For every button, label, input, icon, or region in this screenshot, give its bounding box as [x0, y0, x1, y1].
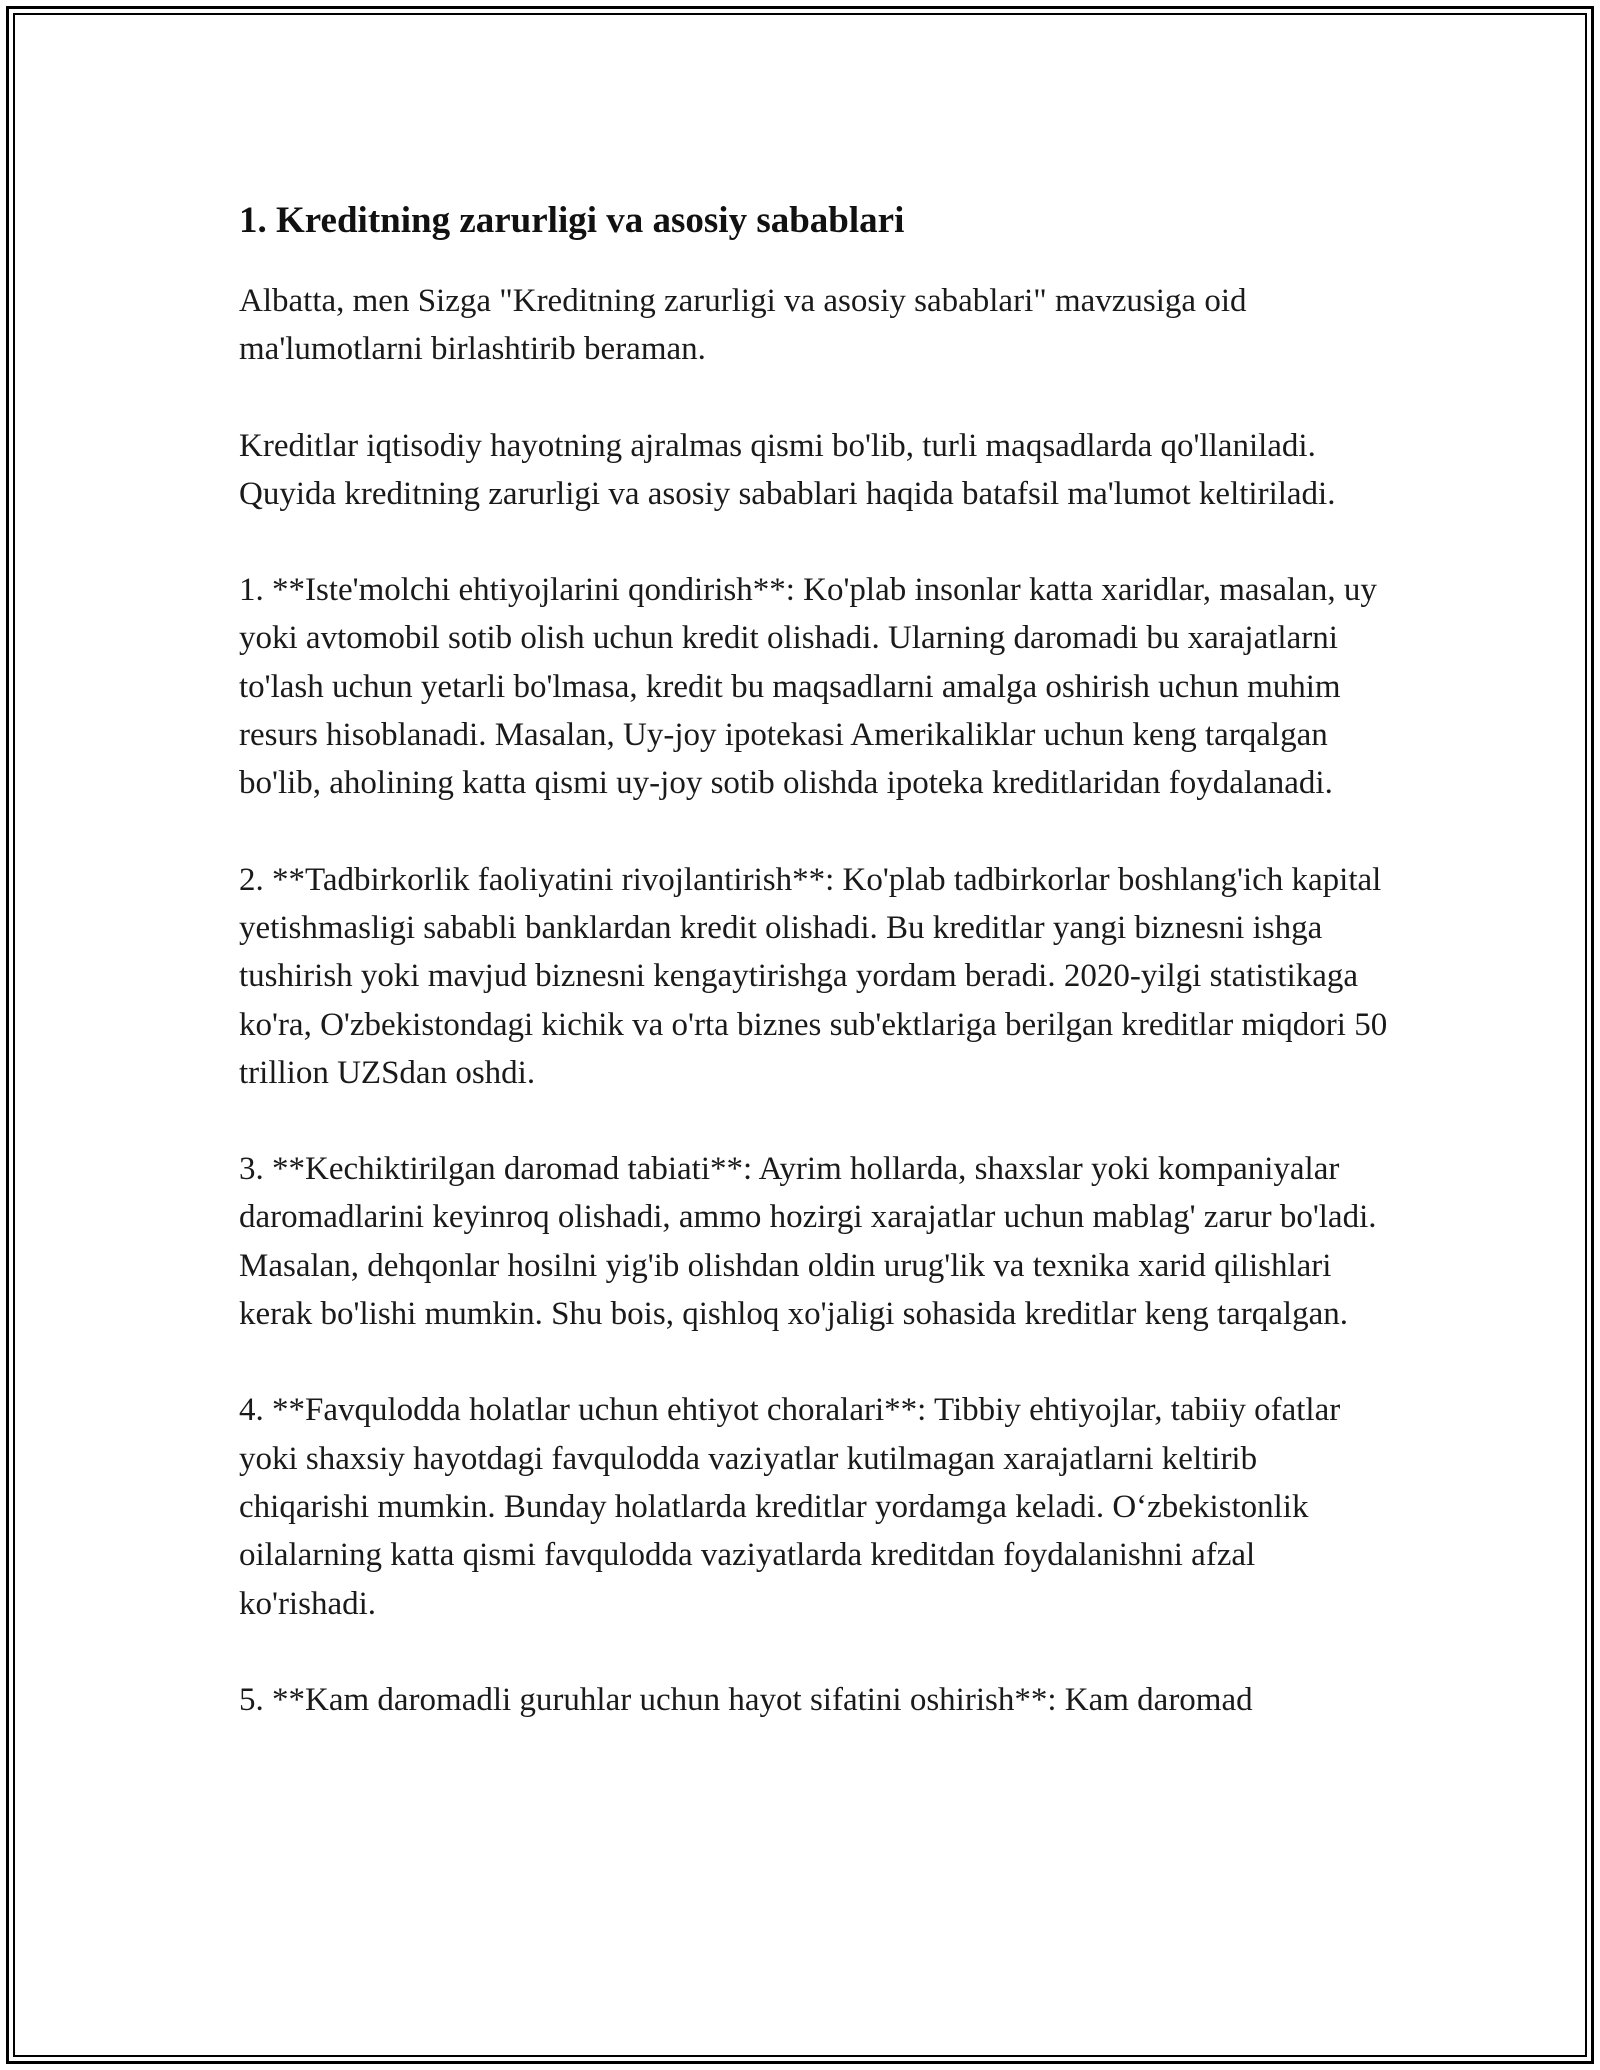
- document-title: 1. Kreditning zarurligi va asosiy sabablari: [239, 200, 905, 241]
- reason-3-paragraph: 3. **Kechiktirilgan daromad tabiati**: Ayrim hollarda, shaxslar yoki kompaniyalar daromadlarini keyinroq olishadi, ammo hozirgi xarajatlar uchun mablag' zarur bo'ladi. Masalan, dehqonlar hosilni yig'ib olishdan oldin urug'lik va texnika xarid qilishlari kerak bo'lishi mumkin. Shu bois, qishloq xo'jaligi sohasida kreditlar keng tarqalgan.: [239, 1151, 1377, 1333]
- reason-4-paragraph: 4. **Favqulodda holatlar uchun ehtiyot choralari**: Tibbiy ehtiyojlar, tabiiy ofatlar yoki shaxsiy hayotdagi favqulodda vaziyatlar kutilmagan xarajatlarni keltirib chiqarishi mumkin. Bunday holatlarda kreditlar yordamga keladi. O‘zbekistonlik oilalarning katta qismi favqulodda vaziyatlarda kreditdan foydalanishni afzal ko'rishadi.: [239, 1392, 1341, 1622]
- page-frame: [6, 6, 1594, 2064]
- reason-2-paragraph: 2. **Tadbirkorlik faoliyatini rivojlantirish**: Ko'plab tadbirkorlar boshlang'ich kapital yetishmasligi sababli banklardan kredit olishadi. Bu kreditlar yangi biznesni ishga tushirish yoki mavjud biznesni kengaytirishga yordam beradi. 2020-yilgi statistikaga ko'ra, O'zbekistondagi kichik va o'rta biznes sub'ektlariga berilgan kreditlar miqdori 50 trillion UZSdan oshdi.: [239, 861, 1388, 1091]
- intro-paragraph: Albatta, men Sizga "Kreditning zarurligi va asosiy sabablari" mavzusiga oid ma'lumotlarni birlashtirib beraman.: [239, 283, 1247, 368]
- document-body: [239, 195, 1389, 1772]
- reason-5-paragraph: 5. **Kam daromadli guruhlar uchun hayot sifatini oshirish**: Kam daromad: [239, 1681, 1253, 1718]
- reason-1-paragraph: 1. **Iste'molchi ehtiyojlarini qondirish**: Ko'plab insonlar katta xaridlar, masalan, uy yoki avtomobil sotib olish uchun kredit olishadi. Ularning daromadi bu xarajatlarni to'lash uchun yetarli bo'lmasa, kredit bu maqsadlarni amalga oshirish uchun muhim resurs hisoblanadi. Masalan, Uy-joy ipotekasi Amerikaliklar uchun keng tarqalgan bo'lib, aholining katta qismi uy-joy sotib olishda ipoteka kreditlaridan foydalanadi.: [239, 572, 1377, 802]
- overview-paragraph: Kreditlar iqtisodiy hayotning ajralmas qismi bo'lib, turli maqsadlarda qo'llaniladi. Quyida kreditning zarurligi va asosiy sabablari haqida batafsil ma'lumot keltiriladi.: [239, 427, 1336, 512]
